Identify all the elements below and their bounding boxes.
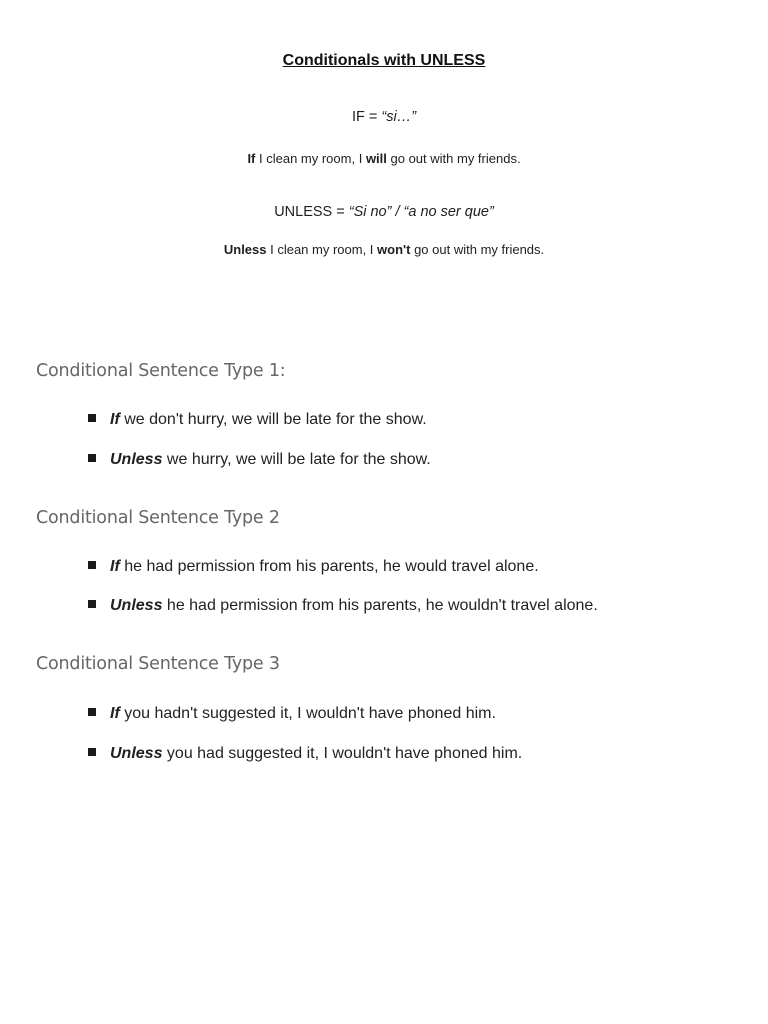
list-item-keyword: If	[110, 411, 120, 428]
list-item-text: you hadn't suggested it, I wouldn't have phoned him.	[119, 705, 496, 722]
unless-example-text-1: I clean my room, I	[266, 242, 378, 257]
list-item-text: you had suggested it, I wouldn't have phoned him.	[162, 745, 523, 762]
if-definition-term: IF =	[351, 109, 382, 125]
list-item-keyword: If	[110, 558, 120, 575]
unless-example	[0, 242, 768, 257]
section-heading-type-2: Conditional Sentence Type 2	[36, 508, 280, 528]
square-bullet-icon	[88, 708, 96, 716]
unless-example-keyword: Unless	[223, 242, 267, 257]
if-example-text-1: I clean my room, I	[255, 151, 366, 166]
if-example	[0, 151, 768, 166]
if-example-modal: will	[365, 151, 387, 166]
list-item-keyword: If	[110, 705, 120, 722]
list-item-keyword: Unless	[110, 451, 163, 468]
square-bullet-icon	[88, 600, 96, 608]
list-item-text: we hurry, we will be late for the show.	[162, 451, 431, 468]
square-bullet-icon	[88, 748, 96, 756]
if-definition-meaning: “si…”	[381, 109, 417, 125]
list-item-text: he had permission from his parents, he wouldn't travel alone.	[162, 597, 598, 614]
list-item-keyword: Unless	[110, 745, 163, 762]
if-example-keyword: If	[247, 151, 256, 166]
unless-definition	[0, 204, 768, 220]
list-item	[88, 705, 496, 723]
list-item	[88, 451, 431, 469]
list-item	[88, 597, 598, 615]
page-title: Conditionals with UNLESS	[282, 52, 486, 69]
unless-definition-term: UNLESS =	[274, 204, 349, 220]
if-definition	[0, 109, 768, 125]
unless-example-modal: won't	[377, 242, 411, 257]
unless-definition-meaning: “Si no” / “a no ser que”	[348, 204, 494, 220]
section-heading-type-3: Conditional Sentence Type 3	[36, 654, 280, 674]
unless-example-text-2: go out with my friends.	[410, 242, 545, 257]
list-item-text: he had permission from his parents, he would travel alone.	[119, 558, 539, 575]
if-example-text-2: go out with my friends.	[386, 151, 521, 166]
list-item	[88, 411, 427, 429]
list-item	[88, 558, 539, 576]
section-heading-type-1: Conditional Sentence Type 1:	[36, 361, 286, 381]
square-bullet-icon	[88, 454, 96, 462]
square-bullet-icon	[88, 414, 96, 422]
list-item-keyword: Unless	[110, 597, 163, 614]
square-bullet-icon	[88, 561, 96, 569]
list-item	[88, 745, 522, 763]
list-item-text: we don't hurry, we will be late for the show.	[119, 411, 427, 428]
